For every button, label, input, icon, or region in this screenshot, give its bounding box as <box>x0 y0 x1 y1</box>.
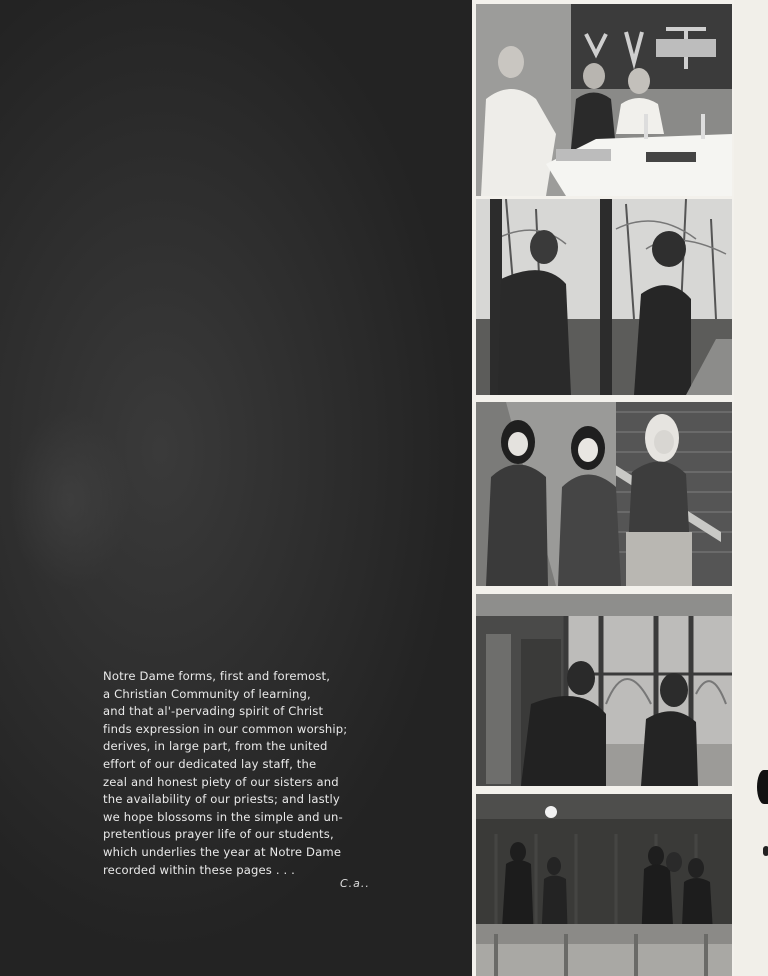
body-line: Notre Dame forms, first and foremost, <box>103 669 331 683</box>
photo-chapel-prayer <box>476 794 732 976</box>
signature: C.a.. <box>340 877 370 890</box>
photo-priests-at-altar <box>476 4 732 196</box>
body-line: the availability of our priests; and lastly <box>103 792 340 807</box>
page-edge-mark <box>757 770 768 804</box>
body-line: which underlies the year at Notre Dame <box>103 844 342 859</box>
body-line: derives, in large part, from the united <box>103 739 328 754</box>
body-line: zeal and honest piety of our sisters and <box>103 774 339 789</box>
page-edge-dot <box>763 846 768 856</box>
body-line: effort of our dedicated lay staff, the <box>103 756 317 771</box>
body-line: we hope blossoms in the simple and un- <box>103 809 343 824</box>
body-line: and that al'-pervading spirit of Christ <box>103 704 324 719</box>
photo-students-in-hallway <box>476 594 732 786</box>
photo-couple-by-window <box>476 199 732 395</box>
photo-strip <box>472 0 734 976</box>
body-text <box>103 668 403 879</box>
body-line: recorded within these pages . . . <box>103 862 296 877</box>
photo-three-sisters <box>476 402 732 586</box>
body-line: finds expression in our common worship; <box>103 721 348 736</box>
right-margin <box>734 0 768 976</box>
body-line: pretentious prayer life of our students, <box>103 827 334 842</box>
body-line: a Christian Community of learning, <box>103 686 311 701</box>
